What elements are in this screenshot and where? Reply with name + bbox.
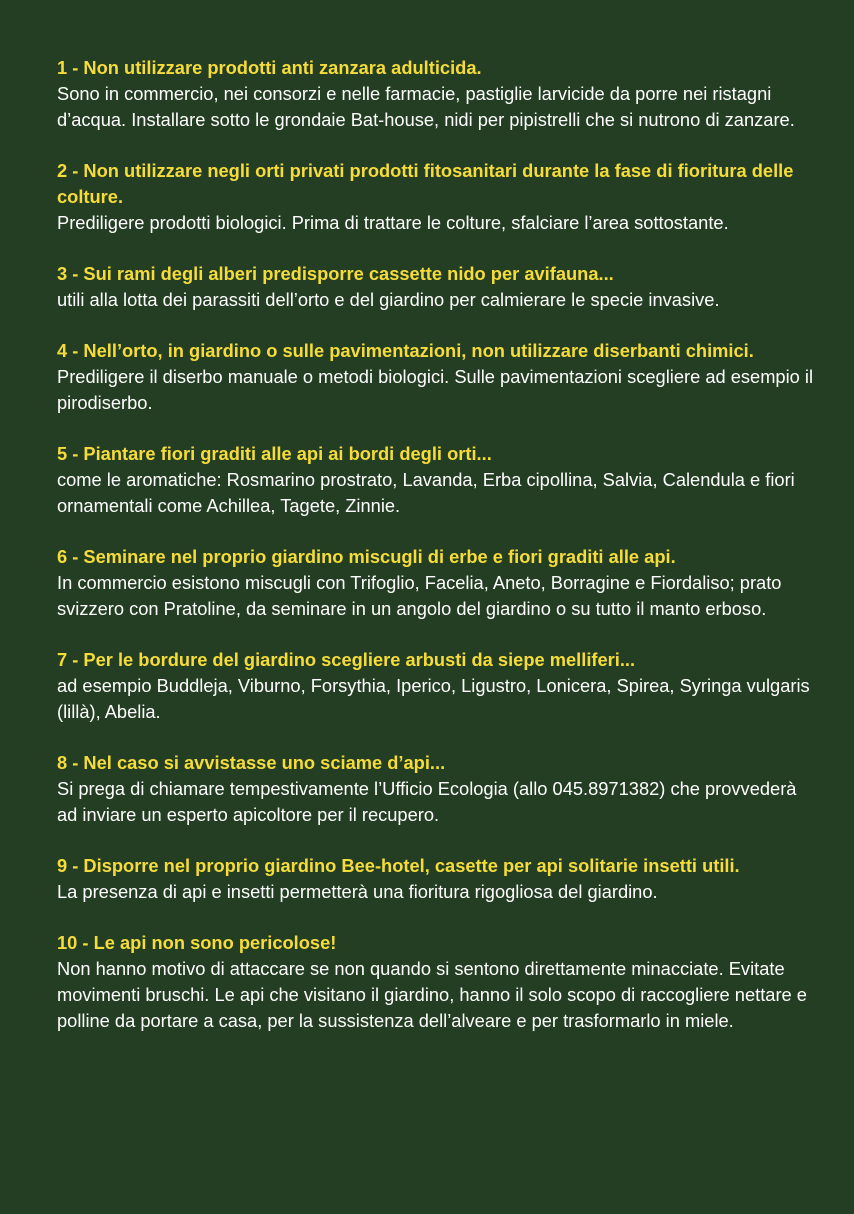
tip-title: 1 - Non utilizzare prodotti anti zanzara adulticida. (57, 57, 482, 78)
tip-title: 7 - Per le bordure del giardino scegliere arbusti da siepe melliferi... (57, 649, 636, 670)
tip-body: In commercio esistono miscugli con Trifoglio, Facelia, Aneto, Borragine e Fiordaliso; prato svizzero con Pratoline, da seminare in un angolo del giardino o su tutto il manto erboso. (57, 572, 782, 619)
tip-8 (57, 750, 814, 828)
tip-2 (57, 158, 814, 236)
tip-body: La presenza di api e insetti permetterà una fioritura rigogliosa del giardino. (57, 881, 658, 902)
tip-title: 3 - Sui rami degli alberi predisporre cassette nido per avifauna... (57, 263, 614, 284)
tip-title: 5 - Piantare fiori graditi alle api ai bordi degli orti... (57, 443, 492, 464)
tip-title: 2 - Non utilizzare negli orti privati prodotti fitosanitari durante la fase di fioritura delle colture. (57, 160, 794, 207)
tip-title: 8 - Nel caso si avvistasse uno sciame d’api... (57, 752, 446, 773)
tip-title: 6 - Seminare nel proprio giardino miscugli di erbe e fiori graditi alle api. (57, 546, 676, 567)
tip-9 (57, 853, 814, 905)
tip-3 (57, 261, 814, 313)
tip-body: Prediligere prodotti biologici. Prima di trattare le colture, sfalciare l’area sottostante. (57, 212, 729, 233)
tip-title: 9 - Disporre nel proprio giardino Bee-hotel, casette per api solitarie insetti utili. (57, 855, 740, 876)
tip-10 (57, 930, 814, 1034)
tip-1 (57, 55, 814, 133)
tip-body: Si prega di chiamare tempestivamente l’Ufficio Ecologia (allo 045.8971382) che provvederà ad inviare un esperto apicoltore per il recupero. (57, 778, 797, 825)
tip-body: Prediligere il diserbo manuale o metodi biologici. Sulle pavimentazioni scegliere ad esempio il pirodiserbo. (57, 366, 814, 413)
tip-body: Sono in commercio, nei consorzi e nelle farmacie, pastiglie larvicide da porre nei ristagni d’acqua. Installare sotto le grondaie Bat-house, nidi per pipistrelli che si nutrono di zanzare. (57, 83, 795, 130)
tip-title: 4 - Nell’orto, in giardino o sulle pavimentazioni, non utilizzare diserbanti chimici. (57, 340, 754, 361)
tip-body: come le aromatiche: Rosmarino prostrato, Lavanda, Erba cipollina, Salvia, Calendula e fiori ornamentali come Achillea, Tagete, Zinnie. (57, 469, 795, 516)
tip-body: Non hanno motivo di attaccare se non quando si sentono direttamente minacciate. Evitate movimenti bruschi. Le api che visitano il giardino, hanno il solo scopo di raccogliere nettare e polline da portare a casa, per la sussistenza dell’alveare e per trasformarlo in miele. (57, 958, 807, 1031)
tip-6 (57, 544, 814, 622)
tip-4 (57, 338, 814, 416)
tips-list (57, 55, 814, 1034)
tip-body: utili alla lotta dei parassiti dell’orto e del giardino per calmierare le specie invasive. (57, 289, 720, 310)
tip-title: 10 - Le api non sono pericolose! (57, 932, 337, 953)
tip-body: ad esempio Buddleja, Viburno, Forsythia, Iperico, Ligustro, Lonicera, Spirea, Syringa vulgaris (lillà), Abelia. (57, 675, 810, 722)
tip-5 (57, 441, 814, 519)
tip-7 (57, 647, 814, 725)
